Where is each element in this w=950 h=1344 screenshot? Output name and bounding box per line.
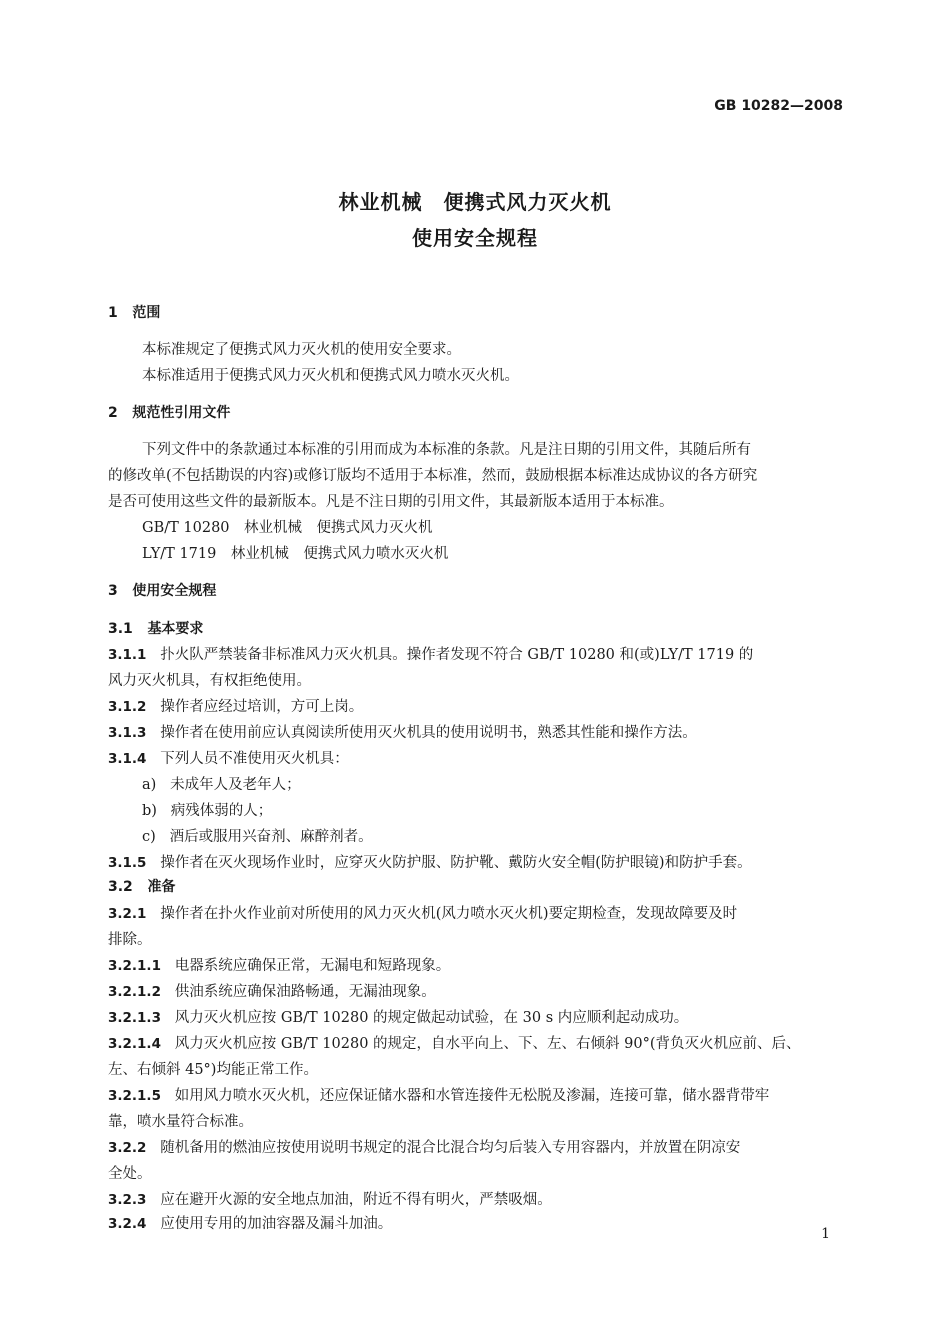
clause-3-2-3 bbox=[108, 1188, 552, 1209]
list-text: 病残体弱的人； bbox=[170, 803, 273, 819]
normative-reference: LY/T 1719 林业机械 便携式风力喷水灭火机 bbox=[142, 546, 449, 562]
paragraph-line: 下列文件中的条款通过本标准的引用而成为本标准的条款。凡是注日期的引用文件，其随后所有 bbox=[142, 442, 751, 458]
normative-reference: GB/T 10280 林业机械 便携式风力灭火机 bbox=[142, 520, 433, 536]
clause-3-1-2 bbox=[108, 695, 363, 716]
clause-text: 随机备用的燃油应按使用说明书规定的混合比混合均匀后装入专用容器内，并放置在阴凉安 bbox=[160, 1140, 741, 1156]
clause-number: 3.1 bbox=[108, 621, 133, 637]
subsection-title: 准备 bbox=[147, 879, 176, 895]
clause-number: 3.2 bbox=[108, 879, 133, 895]
clause-text: 操作者在灭火现场作业时，应穿灭火防护服、防护靴、戴防火安全帽(防护眼镜)和防护手套。 bbox=[160, 855, 752, 871]
list-text: 未成年人及老年人； bbox=[170, 777, 301, 793]
clause-text: 电器系统应确保正常，无漏电和短路现象。 bbox=[174, 958, 451, 974]
clause-number: 3.2.1.1 bbox=[108, 958, 161, 974]
clause-number: 3.2.1 bbox=[108, 906, 147, 922]
clause-text: 如用风力喷水灭火机，还应保证储水器和水管连接件无松脱及渗漏，连接可靠，储水器背带牢 bbox=[174, 1088, 770, 1104]
clause-3-1-5 bbox=[108, 851, 752, 872]
paragraph: 本标准规定了便携式风力灭火机的使用安全要求。 bbox=[142, 342, 461, 358]
clause-continuation: 左、右倾斜 45°)均能正常工作。 bbox=[108, 1062, 318, 1078]
clause-continuation: 全处。 bbox=[108, 1166, 152, 1182]
subsection-title: 基本要求 bbox=[147, 621, 204, 637]
clause-number: 3.2.1.4 bbox=[108, 1036, 161, 1052]
list-marker: b) bbox=[142, 803, 157, 819]
list-text: 酒后或服用兴奋剂、麻醉剂者。 bbox=[169, 829, 373, 845]
document-title-line1: 林业机械 便携式风力灭火机 bbox=[338, 190, 612, 214]
paragraph-line: 是否可使用这些文件的最新版本。凡是不注日期的引用文件，其最新版本适用于本标准。 bbox=[108, 494, 674, 510]
section-title: 规范性引用文件 bbox=[132, 405, 231, 421]
clause-number: 3.2.1.2 bbox=[108, 984, 161, 1000]
clause-3-1-4 bbox=[108, 747, 349, 768]
clause-3-2-1 bbox=[108, 902, 737, 923]
list-item bbox=[142, 773, 301, 794]
section-1-heading bbox=[108, 302, 160, 322]
section-title: 范围 bbox=[132, 305, 161, 321]
page-number: 1 bbox=[821, 1226, 830, 1242]
clause-text: 下列人员不准使用灭火机具： bbox=[160, 751, 349, 767]
section-2-heading bbox=[108, 402, 230, 422]
section-number: 2 bbox=[108, 405, 118, 421]
clause-number: 3.2.1.3 bbox=[108, 1010, 161, 1026]
clause-number: 3.2.2 bbox=[108, 1140, 147, 1156]
paragraph: 本标准适用于便携式风力灭火机和便携式风力喷水灭火机。 bbox=[142, 368, 519, 384]
clause-number: 3.1.3 bbox=[108, 725, 147, 741]
clause-text: 操作者在扑火作业前对所使用的风力灭火机(风力喷水灭火机)要定期检查，发现故障要及时 bbox=[160, 906, 738, 922]
clause-text: 风力灭火机应按 GB/T 10280 的规定做起动试验，在 30 s 内应顺利起动成功。 bbox=[174, 1010, 689, 1026]
clause-3-2-2 bbox=[108, 1136, 740, 1157]
clause-number: 3.1.2 bbox=[108, 699, 147, 715]
clause-3-2-1-2 bbox=[108, 980, 436, 1001]
clause-text: 操作者应经过培训，方可上岗。 bbox=[160, 699, 364, 715]
clause-number: 3.2.3 bbox=[108, 1192, 147, 1208]
clause-continuation: 排除。 bbox=[108, 932, 152, 948]
clause-number: 3.2.1.5 bbox=[108, 1088, 161, 1104]
clause-number: 3.1.4 bbox=[108, 751, 147, 767]
list-marker: a) bbox=[142, 777, 157, 793]
clause-text: 应在避开火源的安全地点加油，附近不得有明火，严禁吸烟。 bbox=[160, 1192, 552, 1208]
subsection-3-1-heading bbox=[108, 618, 203, 638]
clause-text: 操作者在使用前应认真阅读所使用灭火机具的使用说明书，熟悉其性能和操作方法。 bbox=[160, 725, 697, 741]
clause-3-2-1-4 bbox=[108, 1032, 801, 1053]
list-marker: c) bbox=[142, 829, 156, 845]
document-title-line2: 使用安全规程 bbox=[412, 226, 538, 250]
clause-3-2-1-1 bbox=[108, 954, 450, 975]
list-item bbox=[142, 799, 272, 820]
clause-continuation: 风力灭火机具，有权拒绝使用。 bbox=[108, 673, 311, 689]
clause-number: 3.1.1 bbox=[108, 647, 147, 663]
clause-3-2-1-3 bbox=[108, 1006, 688, 1027]
section-number: 1 bbox=[108, 305, 118, 321]
clause-text: 风力灭火机应按 GB/T 10280 的规定，自水平向上、下、左、右倾斜 90°(背负灭火机应前、后、 bbox=[174, 1036, 801, 1052]
clause-text: 供油系统应确保油路畅通，无漏油现象。 bbox=[174, 984, 436, 1000]
paragraph-line: 的修改单(不包括勘误的内容)或修订版均不适用于本标准，然而，鼓励根据本标准达成协议的各方研究 bbox=[108, 468, 758, 484]
clause-3-1-3 bbox=[108, 721, 697, 742]
clause-3-1-1 bbox=[108, 643, 753, 664]
standard-number: GB 10282—2008 bbox=[714, 98, 843, 114]
clause-text: 应使用专用的加油容器及漏斗加油。 bbox=[160, 1216, 393, 1232]
clause-number: 3.2.4 bbox=[108, 1216, 147, 1232]
clause-number: 3.1.5 bbox=[108, 855, 147, 871]
list-item bbox=[142, 825, 373, 846]
subsection-3-2-heading bbox=[108, 876, 175, 896]
clause-continuation: 靠，喷水量符合标准。 bbox=[108, 1114, 253, 1130]
section-number: 3 bbox=[108, 583, 118, 599]
clause-3-2-1-5 bbox=[108, 1084, 769, 1105]
section-title: 使用安全规程 bbox=[132, 583, 217, 599]
section-3-heading bbox=[108, 580, 216, 600]
clause-text: 扑火队严禁装备非标准风力灭火机具。操作者发现不符合 GB/T 10280 和(或)LY/T 1719 的 bbox=[160, 647, 754, 663]
